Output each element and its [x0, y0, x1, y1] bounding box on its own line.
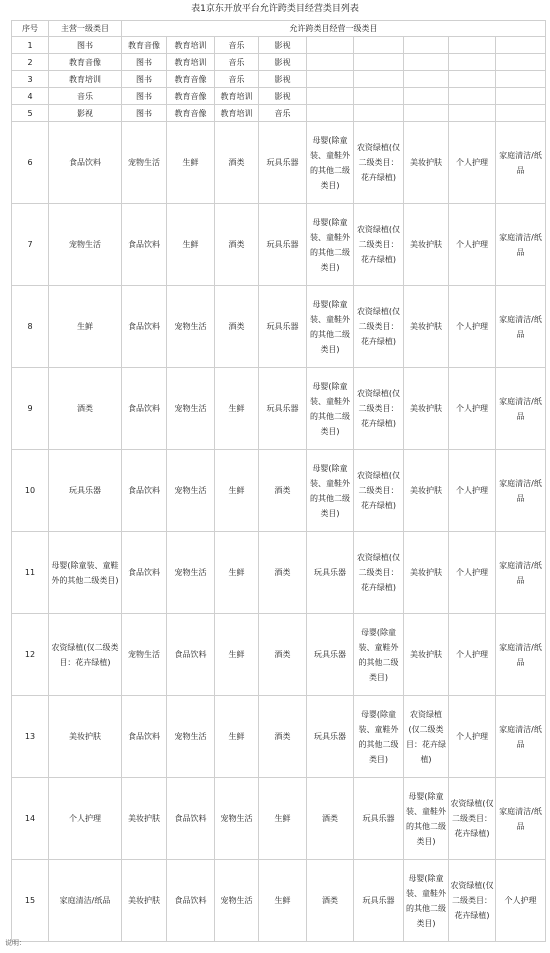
row-allowed-category: 玩具乐器: [259, 122, 307, 204]
row-allowed-category: [449, 105, 496, 122]
table-row: [12, 71, 546, 88]
row-allowed-category: 图书: [122, 105, 167, 122]
row-allowed-category: 玩具乐器: [307, 696, 354, 778]
row-allowed-category: [307, 54, 354, 71]
row-allowed-category: 生鲜: [215, 450, 259, 532]
row-allowed-category: 音乐: [215, 54, 259, 71]
row-allowed-category: 玩具乐器: [259, 368, 307, 450]
table-row: [12, 37, 546, 54]
row-allowed-category: 教育培训: [167, 54, 215, 71]
row-allowed-category: [404, 37, 449, 54]
row-allowed-category: 音乐: [215, 37, 259, 54]
row-main-category: 教育音像: [49, 54, 122, 71]
row-allowed-category: 母婴(除童装、童鞋外的其他二级类目): [307, 450, 354, 532]
row-allowed-category: [404, 54, 449, 71]
row-allowed-category: 农资绿植(仅二级类目：花卉绿植): [354, 122, 404, 204]
row-seq: 14: [12, 778, 49, 860]
row-allowed-category: [496, 37, 546, 54]
row-allowed-category: 生鲜: [167, 122, 215, 204]
row-allowed-category: 宠物生活: [167, 532, 215, 614]
row-allowed-category: 美妆护肤: [404, 450, 449, 532]
row-allowed-category: 个人护理: [449, 286, 496, 368]
row-main-category: 食品饮料: [49, 122, 122, 204]
table-title: 表1京东开放平台允许跨类目经营类目列表: [191, 4, 359, 14]
row-allowed-category: 个人护理: [496, 860, 546, 942]
row-allowed-category: 教育音像: [167, 88, 215, 105]
row-allowed-category: 玩具乐器: [307, 532, 354, 614]
row-allowed-category: [404, 88, 449, 105]
row-allowed-category: 母婴(除童装、童鞋外的其他二级类目): [307, 122, 354, 204]
row-main-category: 酒类: [49, 368, 122, 450]
row-allowed-category: 家庭清洁/纸品: [496, 368, 546, 450]
row-seq: 2: [12, 54, 49, 71]
row-main-category: 图书: [49, 37, 122, 54]
row-allowed-category: [307, 71, 354, 88]
row-allowed-category: 图书: [122, 54, 167, 71]
row-seq: 6: [12, 122, 49, 204]
row-allowed-category: 农资绿植(仅二级类目：花卉绿植): [354, 286, 404, 368]
row-allowed-category: 家庭清洁/纸品: [496, 778, 546, 860]
row-allowed-category: 母婴(除童装、童鞋外的其他二级类目): [404, 778, 449, 860]
row-allowed-category: 家庭清洁/纸品: [496, 204, 546, 286]
header-main-category: 主营一级类目: [49, 21, 122, 37]
row-allowed-category: 食品饮料: [122, 286, 167, 368]
row-allowed-category: 母婴(除童装、童鞋外的其他二级类目): [307, 368, 354, 450]
row-allowed-category: 音乐: [259, 105, 307, 122]
row-allowed-category: [496, 54, 546, 71]
row-allowed-category: 教育音像: [167, 105, 215, 122]
row-seq: 9: [12, 368, 49, 450]
table-row: [12, 614, 546, 696]
row-allowed-category: 食品饮料: [167, 614, 215, 696]
table-row: [12, 54, 546, 71]
table-row: [12, 286, 546, 368]
header-seq: 序号: [12, 21, 49, 37]
row-allowed-category: 教育培训: [167, 37, 215, 54]
row-allowed-category: 食品饮料: [122, 204, 167, 286]
row-allowed-category: 食品饮料: [167, 778, 215, 860]
row-allowed-category: 影视: [259, 88, 307, 105]
row-allowed-category: 个人护理: [449, 614, 496, 696]
row-allowed-category: [354, 54, 404, 71]
row-allowed-category: [496, 71, 546, 88]
category-table: [11, 20, 546, 942]
row-allowed-category: 美妆护肤: [404, 122, 449, 204]
row-allowed-category: 酒类: [307, 778, 354, 860]
row-allowed-category: 母婴(除童装、童鞋外的其他二级类目): [404, 860, 449, 942]
row-allowed-category: 农资绿植(仅二级类目：花卉绿植): [354, 204, 404, 286]
row-seq: 5: [12, 105, 49, 122]
row-allowed-category: 宠物生活: [215, 778, 259, 860]
row-allowed-category: 酒类: [259, 696, 307, 778]
row-main-category: 家庭清洁/纸品: [49, 860, 122, 942]
table-row: [12, 105, 546, 122]
row-allowed-category: 个人护理: [449, 122, 496, 204]
row-allowed-category: 美妆护肤: [404, 368, 449, 450]
row-allowed-category: 个人护理: [449, 204, 496, 286]
row-allowed-category: [354, 105, 404, 122]
row-allowed-category: 母婴(除童装、童鞋外的其他二级类目): [354, 696, 404, 778]
row-main-category: 影视: [49, 105, 122, 122]
table-row: [12, 122, 546, 204]
row-seq: 8: [12, 286, 49, 368]
row-seq: 10: [12, 450, 49, 532]
row-allowed-category: 酒类: [215, 286, 259, 368]
row-allowed-category: 生鲜: [167, 204, 215, 286]
row-allowed-category: 家庭清洁/纸品: [496, 614, 546, 696]
row-allowed-category: 教育培训: [215, 88, 259, 105]
row-allowed-category: 个人护理: [449, 450, 496, 532]
row-allowed-category: 农资绿植(仅二级类目：花卉绿植): [449, 860, 496, 942]
row-allowed-category: 宠物生活: [167, 696, 215, 778]
row-main-category: 生鲜: [49, 286, 122, 368]
row-main-category: 母婴(除童装、童鞋外的其他二级类目): [49, 532, 122, 614]
row-allowed-category: 食品饮料: [122, 696, 167, 778]
row-allowed-category: 宠物生活: [122, 122, 167, 204]
table-row: [12, 368, 546, 450]
row-main-category: 美妆护肤: [49, 696, 122, 778]
row-allowed-category: 家庭清洁/纸品: [496, 532, 546, 614]
row-allowed-category: 酒类: [215, 204, 259, 286]
row-main-category: 农资绿植(仅二级类目：花卉绿植): [49, 614, 122, 696]
table-row: [12, 450, 546, 532]
table-row: [12, 778, 546, 860]
row-allowed-category: 美妆护肤: [122, 778, 167, 860]
row-allowed-category: 教育培训: [215, 105, 259, 122]
row-allowed-category: 酒类: [307, 860, 354, 942]
row-seq: 11: [12, 532, 49, 614]
row-allowed-category: 酒类: [215, 122, 259, 204]
row-main-category: 个人护理: [49, 778, 122, 860]
row-allowed-category: 生鲜: [259, 860, 307, 942]
row-allowed-category: 宠物生活: [122, 614, 167, 696]
row-allowed-category: 图书: [122, 88, 167, 105]
row-seq: 12: [12, 614, 49, 696]
row-allowed-category: 食品饮料: [167, 860, 215, 942]
row-allowed-category: 母婴(除童装、童鞋外的其他二级类目): [307, 286, 354, 368]
row-allowed-category: 玩具乐器: [307, 614, 354, 696]
row-allowed-category: 食品饮料: [122, 532, 167, 614]
row-seq: 1: [12, 37, 49, 54]
row-allowed-category: [404, 71, 449, 88]
row-allowed-category: 生鲜: [215, 614, 259, 696]
row-allowed-category: 图书: [122, 71, 167, 88]
row-allowed-category: 玩具乐器: [259, 204, 307, 286]
row-allowed-category: 家庭清洁/纸品: [496, 450, 546, 532]
row-allowed-category: 生鲜: [215, 368, 259, 450]
row-allowed-category: 玩具乐器: [354, 860, 404, 942]
row-allowed-category: 酒类: [259, 450, 307, 532]
row-allowed-category: 家庭清洁/纸品: [496, 696, 546, 778]
footnote: 说明：: [5, 939, 26, 947]
row-allowed-category: [496, 105, 546, 122]
row-allowed-category: [449, 37, 496, 54]
row-allowed-category: 生鲜: [215, 532, 259, 614]
row-main-category: 玩具乐器: [49, 450, 122, 532]
row-allowed-category: 音乐: [215, 71, 259, 88]
row-allowed-category: 农资绿植(仅二级类目：花卉绿植): [354, 368, 404, 450]
row-allowed-category: 宠物生活: [215, 860, 259, 942]
row-allowed-category: [307, 37, 354, 54]
row-allowed-category: 生鲜: [259, 778, 307, 860]
table-header-row: [12, 21, 546, 37]
table-row: [12, 696, 546, 778]
row-allowed-category: 个人护理: [449, 532, 496, 614]
header-allowed-categories: 允许跨类目经营一级类目: [122, 21, 546, 37]
row-allowed-category: 农资绿植(仅二级类目：花卉绿植): [404, 696, 449, 778]
row-allowed-category: 美妆护肤: [404, 614, 449, 696]
row-allowed-category: 美妆护肤: [404, 204, 449, 286]
row-seq: 4: [12, 88, 49, 105]
row-allowed-category: 玩具乐器: [259, 286, 307, 368]
row-allowed-category: 教育音像: [167, 71, 215, 88]
row-main-category: 宠物生活: [49, 204, 122, 286]
row-seq: 7: [12, 204, 49, 286]
row-allowed-category: [354, 88, 404, 105]
table-row: [12, 860, 546, 942]
row-allowed-category: [354, 71, 404, 88]
row-allowed-category: [449, 88, 496, 105]
row-allowed-category: [496, 88, 546, 105]
row-allowed-category: 农资绿植(仅二级类目：花卉绿植): [449, 778, 496, 860]
row-main-category: 教育培训: [49, 71, 122, 88]
row-allowed-category: 影视: [259, 71, 307, 88]
row-allowed-category: 影视: [259, 54, 307, 71]
row-allowed-category: 教育音像: [122, 37, 167, 54]
row-seq: 15: [12, 860, 49, 942]
row-allowed-category: 家庭清洁/纸品: [496, 286, 546, 368]
row-allowed-category: 酒类: [259, 532, 307, 614]
table-row: [12, 532, 546, 614]
row-allowed-category: 食品饮料: [122, 368, 167, 450]
row-allowed-category: 母婴(除童装、童鞋外的其他二级类目): [307, 204, 354, 286]
row-allowed-category: [354, 37, 404, 54]
row-allowed-category: 影视: [259, 37, 307, 54]
row-allowed-category: 美妆护肤: [404, 532, 449, 614]
row-allowed-category: [449, 54, 496, 71]
row-allowed-category: 农资绿植(仅二级类目：花卉绿植): [354, 450, 404, 532]
row-allowed-category: 美妆护肤: [122, 860, 167, 942]
row-allowed-category: 个人护理: [449, 368, 496, 450]
row-allowed-category: 生鲜: [215, 696, 259, 778]
row-allowed-category: 食品饮料: [122, 450, 167, 532]
row-allowed-category: [307, 88, 354, 105]
row-allowed-category: 美妆护肤: [404, 286, 449, 368]
row-allowed-category: [404, 105, 449, 122]
table-row: [12, 88, 546, 105]
row-seq: 3: [12, 71, 49, 88]
row-allowed-category: 酒类: [259, 614, 307, 696]
row-seq: 13: [12, 696, 49, 778]
table-row: [12, 204, 546, 286]
row-allowed-category: 宠物生活: [167, 286, 215, 368]
row-allowed-category: 农资绿植(仅二级类目：花卉绿植): [354, 532, 404, 614]
row-allowed-category: 个人护理: [449, 696, 496, 778]
row-allowed-category: 家庭清洁/纸品: [496, 122, 546, 204]
row-allowed-category: 宠物生活: [167, 368, 215, 450]
row-allowed-category: [449, 71, 496, 88]
row-allowed-category: 宠物生活: [167, 450, 215, 532]
row-allowed-category: 母婴(除童装、童鞋外的其他二级类目): [354, 614, 404, 696]
row-allowed-category: [307, 105, 354, 122]
row-main-category: 音乐: [49, 88, 122, 105]
row-allowed-category: 玩具乐器: [354, 778, 404, 860]
